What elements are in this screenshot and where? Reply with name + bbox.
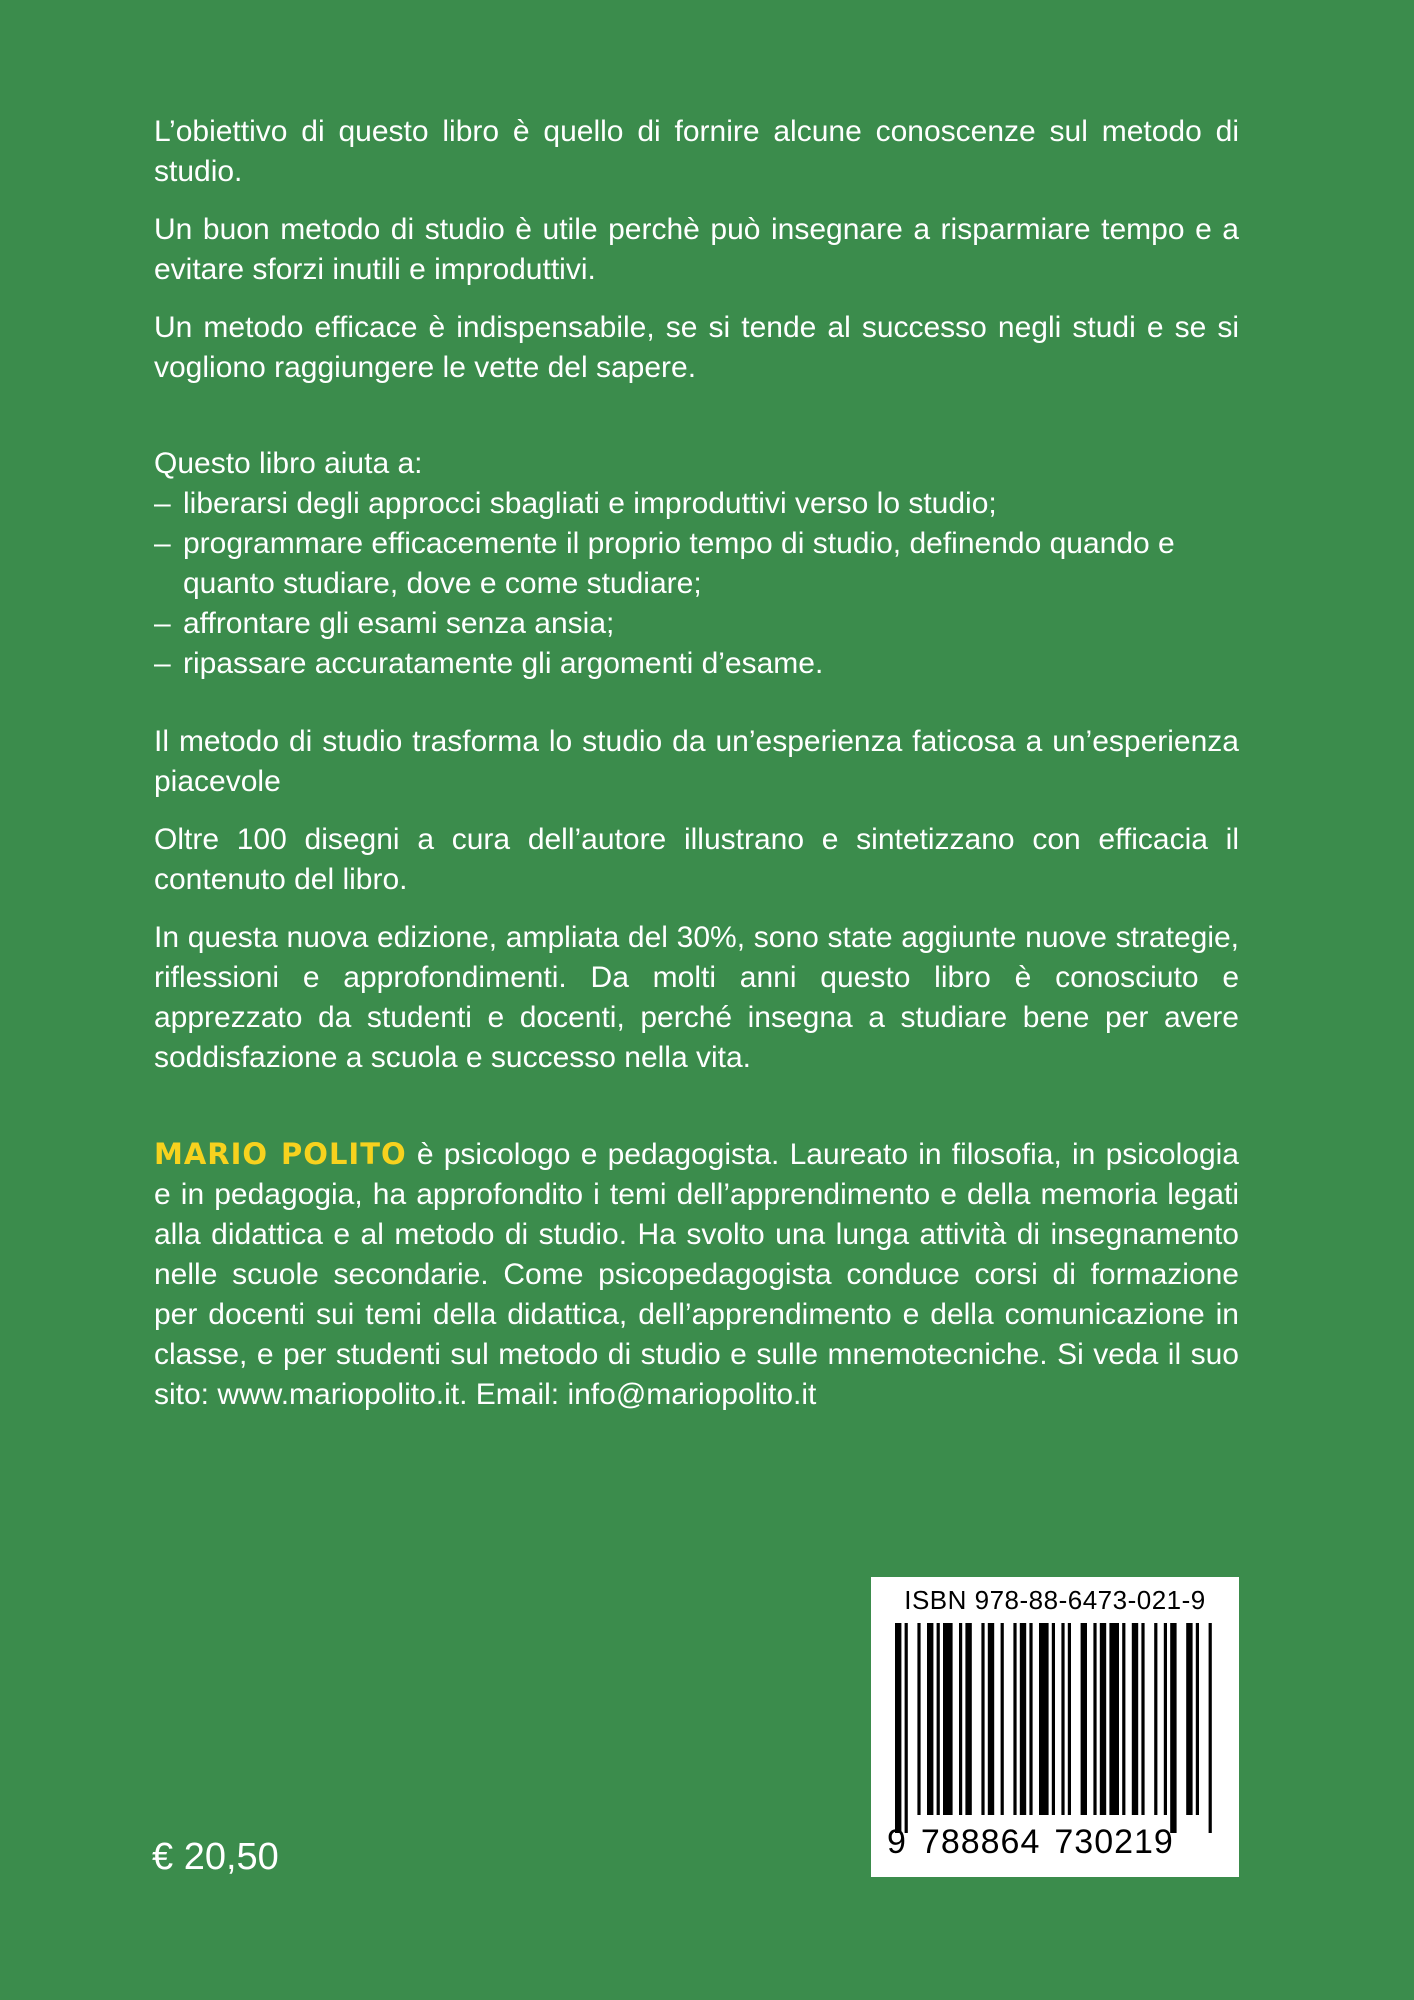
- list-item: – affrontare gli esami senza ansia;: [154, 607, 615, 640]
- barcode-bar: [1196, 1623, 1199, 1815]
- barcode-digits: [887, 1823, 1227, 1862]
- barcode-bar: [1122, 1623, 1125, 1815]
- method-importance-paragraph: Un metodo efficace è indispensabile, se si tende al successo negli studi e se si vogliono raggiungere le vette del sapere.: [154, 311, 1239, 384]
- barcode-bar: [1164, 1623, 1167, 1815]
- barcode-bar: [1068, 1623, 1071, 1815]
- barcode-bar: [1061, 1623, 1064, 1815]
- barcode-bar: [988, 1623, 994, 1815]
- barcode-bar: [1109, 1623, 1119, 1815]
- barcode-bar: [917, 1623, 920, 1815]
- barcode-bar: [1081, 1623, 1087, 1815]
- list-item: – programmare efficacemente il proprio tempo di studio, definendo quando e quanto studiare, dove e come studiare;: [154, 527, 1175, 600]
- barcode-bar: [981, 1623, 984, 1815]
- barcode-bar: [937, 1623, 940, 1815]
- barcode-digits-right: 730219: [1054, 1823, 1174, 1861]
- drawings-paragraph: Oltre 100 disegni a cura dell’autore illustrano e sintetizzano con efficacia il contenuto del libro.: [154, 823, 1239, 896]
- price: € 20,50: [152, 1836, 279, 1878]
- author-bio-text: è psicologo e pedagogista. Laureato in filosofia, in psicologia e in pedagogia, ha approfondito i temi dell’apprendimento e della memoria legati alla didattica e al metodo di studio. Ha svolto una lunga attività di insegnamento nelle scuole secondarie. Come psicopedagogista conduce corsi di formazione per docenti sui temi della didattica, dell’apprendimento e della comunicazione in classe, e per studenti sul metodo di studio e sulle mnemotecniche. Si veda il suo sito: www.mariopolito.it. Email: info@mariopolito.it: [154, 1138, 1239, 1411]
- barcode-bar: [965, 1623, 971, 1815]
- author-name: MARIO POLITO: [154, 1137, 407, 1171]
- barcode-bar: [1039, 1623, 1049, 1815]
- barcode-bar: [1001, 1623, 1004, 1815]
- back-cover-text: [154, 112, 1239, 1433]
- barcode-bar: [1154, 1623, 1157, 1815]
- barcode-bar: [1029, 1623, 1032, 1815]
- barcode-bar: [1209, 1623, 1212, 1833]
- barcode-bar: [927, 1623, 933, 1815]
- barcode-bar: [1020, 1623, 1026, 1815]
- barcode-bar: [1170, 1623, 1176, 1833]
- author-bio: [154, 1134, 1239, 1415]
- barcode-bar: [905, 1623, 908, 1833]
- method-benefit-paragraph: Un buon metodo di studio è utile perchè può insegnare a risparmiare tempo e a evitare sforzi inutili e improduttivi.: [154, 213, 1239, 286]
- barcode-bar: [1141, 1623, 1144, 1815]
- barcode-bar: [1186, 1623, 1192, 1815]
- barcode-bar: [895, 1623, 901, 1833]
- barcode-digits-left: 788864: [920, 1823, 1041, 1861]
- barcode-bar: [943, 1623, 953, 1815]
- barcode-bar: [1093, 1623, 1096, 1815]
- barcode-bar: [1132, 1623, 1138, 1815]
- isbn-label: ISBN 978-88-6473-021-9: [904, 1585, 1206, 1615]
- barcode-digit-first: 9: [887, 1823, 907, 1861]
- intro-paragraph: L’obiettivo di questo libro è quello di fornire alcune conoscenze sul metodo di studio.: [154, 115, 1239, 188]
- transform-paragraph: Il metodo di studio trasforma lo studio da un’esperienza faticosa a un’esperienza piacevole: [154, 725, 1239, 798]
- barcode: [895, 1623, 1217, 1833]
- list-item: – ripassare accuratamente gli argomenti d’esame.: [154, 647, 824, 680]
- barcode-bar: [1013, 1623, 1016, 1815]
- barcode-bar: [959, 1623, 962, 1815]
- benefits-list: [154, 484, 1239, 684]
- list-intro: Questo libro aiuta a:: [154, 447, 423, 480]
- barcode-box: [871, 1577, 1239, 1877]
- barcode-bar: [1052, 1623, 1055, 1815]
- list-item: – liberarsi degli approcci sbagliati e improduttivi verso lo studio;: [154, 487, 997, 520]
- barcode-bar: [1100, 1623, 1106, 1815]
- new-edition-paragraph: In questa nuova edizione, ampliata del 30%, sono state aggiunte nuove strategie, riflessioni e approfondimenti. Da molti anni questo libro è conosciuto e apprezzato da studenti e docenti, perché insegna a studiare bene per avere soddisfazione a scuola e successo nella vita.: [154, 921, 1239, 1074]
